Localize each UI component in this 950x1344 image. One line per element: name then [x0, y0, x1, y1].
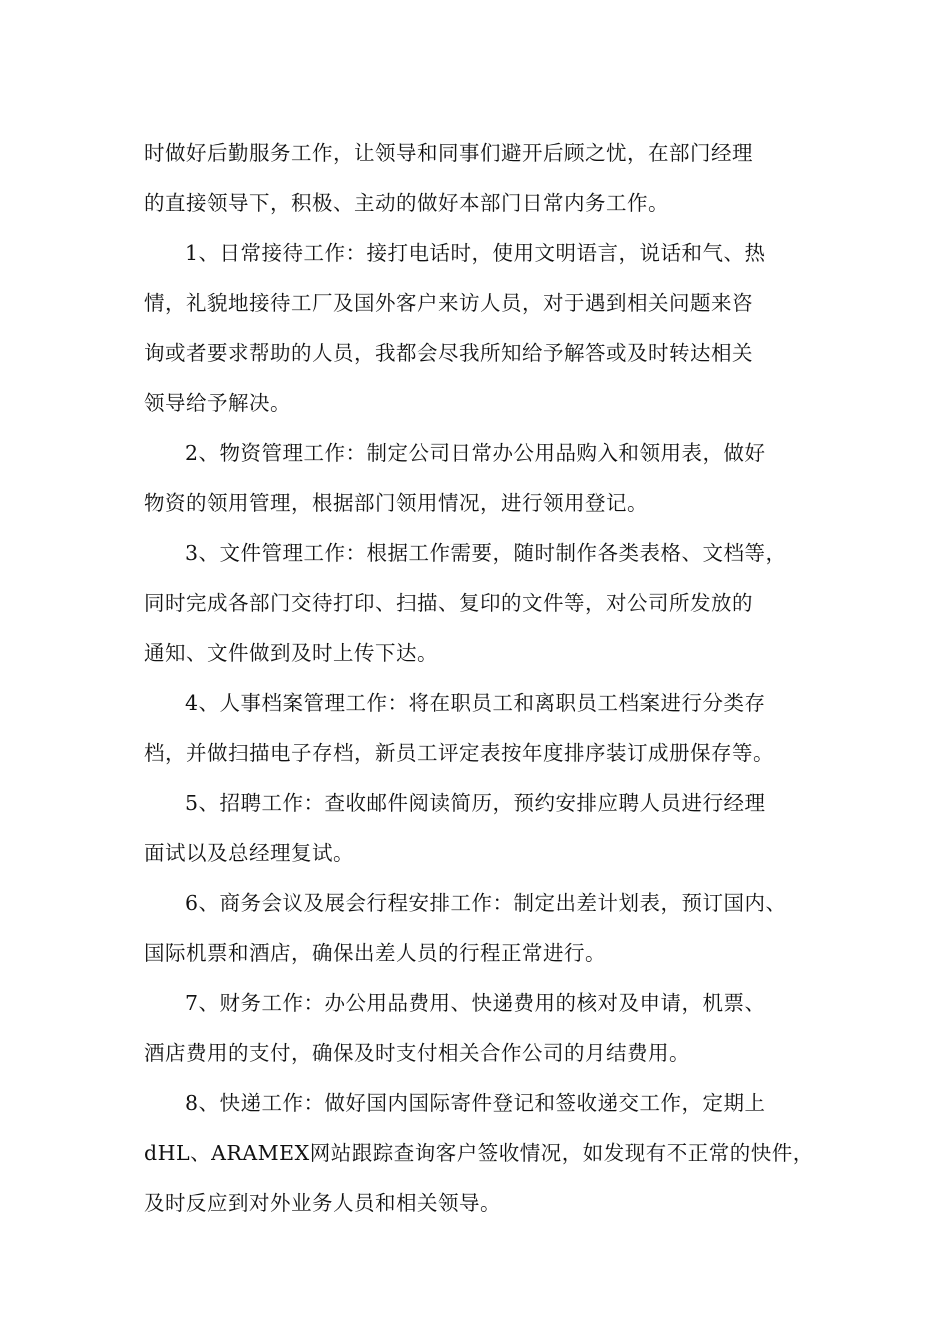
- paragraph-item-7: [144, 978, 808, 1078]
- text-line: 酒店费用的支付，确保及时支付相关合作公司的月结费用。: [144, 1041, 690, 1065]
- paragraph-item-1: [144, 228, 808, 428]
- text-line: 情，礼貌地接待工厂及国外客户来访人员，对于遇到相关问题来咨: [144, 291, 753, 315]
- text-line: 时做好后勤服务工作，让领导和同事们避开后顾之忧，在部门经理: [144, 141, 753, 165]
- paragraph-item-5: [144, 778, 808, 878]
- text-line: 2、物资管理工作：制定公司日常办公用品购入和领用表，做好: [185, 441, 766, 465]
- text-line: 6、商务会议及展会行程安排工作：制定出差计划表，预订国内、: [185, 891, 787, 915]
- text-line: 通知、文件做到及时上传下达。: [144, 641, 438, 665]
- text-line: 询或者要求帮助的人员，我都会尽我所知给予解答或及时转达相关: [144, 341, 753, 365]
- text-line: 3、文件管理工作：根据工作需要，随时制作各类表格、文档等，: [185, 541, 787, 565]
- text-line: 4、人事档案管理工作：将在职员工和离职员工档案进行分类存: [185, 691, 766, 715]
- text-line: 8、快递工作：做好国内国际寄件登记和签收递交工作，定期上: [185, 1091, 766, 1115]
- text-line: 的直接领导下，积极、主动的做好本部门日常内务工作。: [144, 191, 669, 215]
- text-line: dHL、ARAMEX网站跟踪查询客户签收情况，如发现有不正常的快件，: [144, 1141, 814, 1165]
- paragraph-intro: [144, 128, 808, 228]
- document-body: [144, 128, 814, 1228]
- text-line: 7、财务工作：办公用品费用、快递费用的核对及申请，机票、: [185, 991, 766, 1015]
- text-line: 5、招聘工作：查收邮件阅读简历，预约安排应聘人员进行经理: [185, 791, 766, 815]
- paragraph-item-6: [144, 878, 808, 978]
- text-line: 同时完成各部门交待打印、扫描、复印的文件等，对公司所发放的: [144, 591, 753, 615]
- text-line: 1、日常接待工作：接打电话时，使用文明语言，说话和气、热: [185, 241, 766, 265]
- paragraph-item-8: [144, 1078, 814, 1228]
- paragraph-item-4: [144, 678, 808, 778]
- text-line: 档，并做扫描电子存档，新员工评定表按年度排序装订成册保存等。: [144, 741, 774, 765]
- text-line: 国际机票和酒店，确保出差人员的行程正常进行。: [144, 941, 606, 965]
- paragraph-item-3: [144, 528, 808, 678]
- text-line: 领导给予解决。: [144, 391, 291, 415]
- text-line: 面试以及总经理复试。: [144, 841, 354, 865]
- paragraph-item-2: [144, 428, 808, 528]
- text-line: 物资的领用管理，根据部门领用情况，进行领用登记。: [144, 491, 648, 515]
- text-line: 及时反应到对外业务人员和相关领导。: [144, 1191, 501, 1215]
